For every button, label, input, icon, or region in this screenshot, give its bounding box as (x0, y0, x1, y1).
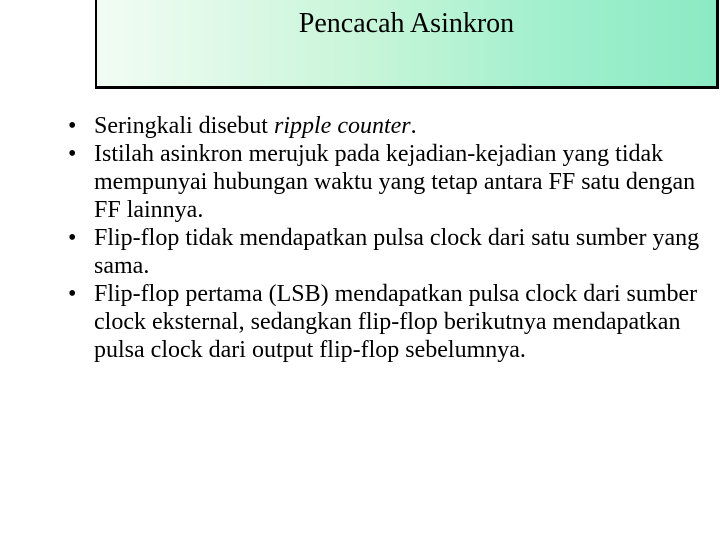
bullet-item-3 (62, 224, 702, 280)
bullet-item-1 (62, 112, 702, 140)
bullet-text-suffix: . (410, 113, 417, 139)
bullet-text-prefix: Seringkali disebut (94, 113, 274, 139)
bullet-icon: • (68, 225, 77, 251)
bullet-emphasis: ripple counter (273, 113, 411, 139)
bullet-item-2 (62, 140, 702, 224)
bullet-list (62, 112, 702, 364)
bullet-icon: • (68, 113, 77, 139)
bullet-text: Istilah asinkron merujuk pada kejadian-kejadian yang tidak mempunyai hubungan waktu yang tetap antara FF satu dengan FF lainnya. (94, 141, 696, 223)
title-box (95, 0, 719, 89)
bullet-icon: • (68, 141, 77, 167)
bullet-text: Flip-flop pertama (LSB) mendapatkan pulsa clock dari sumber clock eksternal, sedangkan flip-flop berikutnya mendapatkan pulsa clock dari output flip-flop sebelumnya. (94, 281, 698, 363)
bullet-item-4 (62, 280, 702, 364)
slide-title: Pencacah Asinkron (298, 8, 515, 39)
bullet-text: Flip-flop tidak mendapatkan pulsa clock dari satu sumber yang sama. (94, 225, 700, 279)
bullet-icon: • (68, 281, 77, 307)
